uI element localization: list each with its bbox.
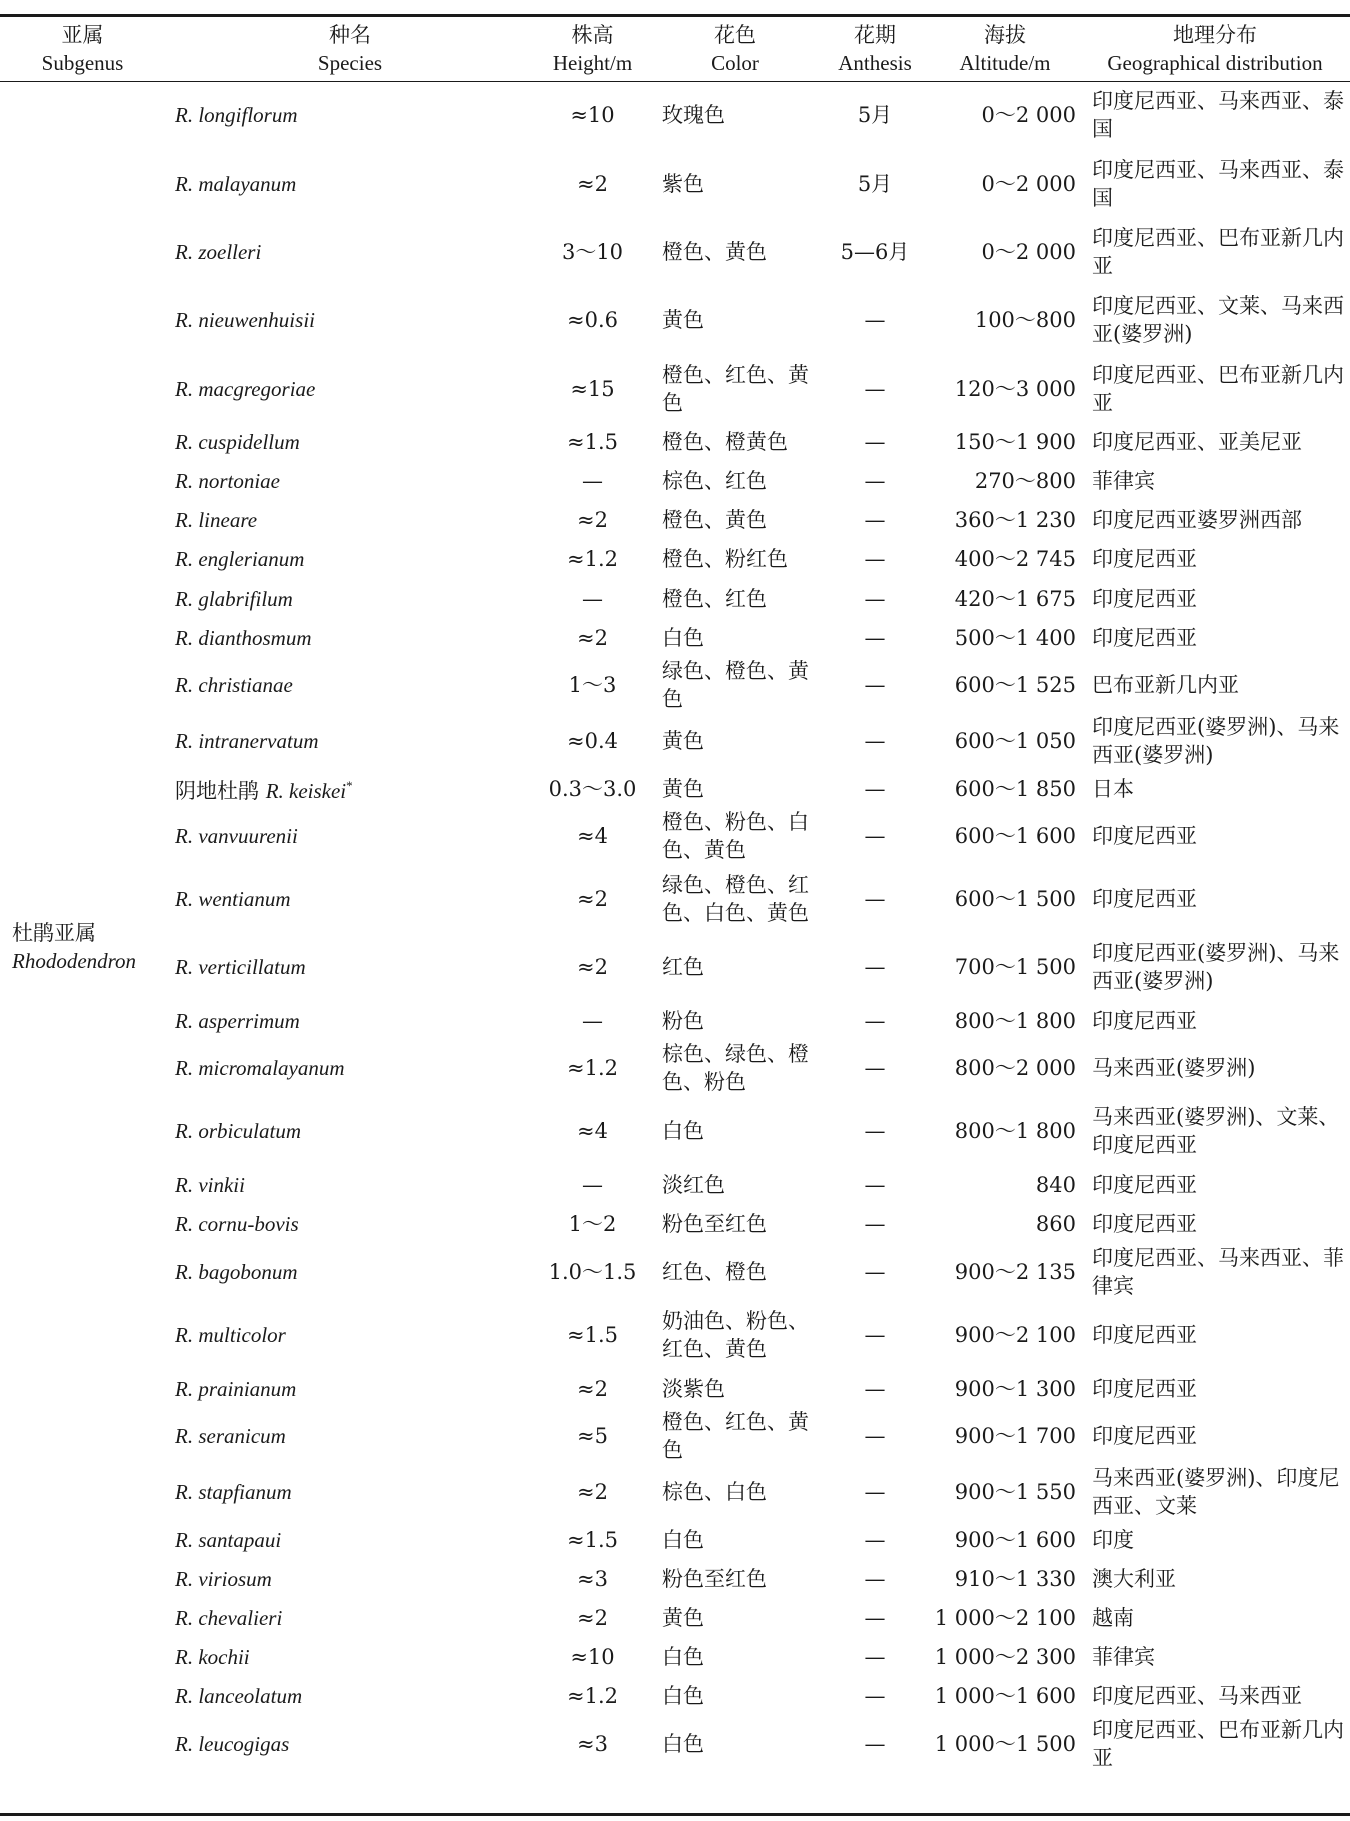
color-cell: 白色 xyxy=(662,1118,704,1143)
height-cell: ≈3 xyxy=(577,1566,608,1591)
height-cell: ≈0.6 xyxy=(567,308,618,332)
distribution-cell: 印度尼西亚 xyxy=(1092,1322,1197,1347)
anthesis-cell: — xyxy=(864,507,886,532)
table-row xyxy=(0,1598,1350,1637)
anthesis-cell: — xyxy=(864,1118,886,1143)
table-row xyxy=(0,1300,1350,1369)
species-cell xyxy=(165,1165,535,1204)
height-cell: — xyxy=(582,586,603,611)
color-cell: 橙色、红色 xyxy=(662,586,767,611)
color-cell: 棕色、红色 xyxy=(662,468,767,493)
species-cell xyxy=(165,1244,535,1300)
species-cell xyxy=(165,149,535,218)
color-cell: 绿色、橙色、红色、白色、黄色 xyxy=(662,872,809,925)
anthesis-cell: — xyxy=(864,673,886,697)
height-cell: ≈4 xyxy=(577,1118,608,1143)
species-cell xyxy=(165,618,535,657)
anthesis-cell: — xyxy=(864,547,886,571)
distribution-cell: 印度尼西亚、马来西亚、泰国 xyxy=(1092,157,1344,210)
color-cell: 橙色、红色、黄色 xyxy=(662,1410,809,1462)
distribution-cell: 澳大利亚 xyxy=(1092,1566,1176,1591)
species-cell xyxy=(165,1204,535,1244)
altitude-cell: 700～1 500 xyxy=(954,955,1076,979)
altitude-cell: 900～1 300 xyxy=(954,1376,1076,1401)
table-row xyxy=(0,933,1350,1001)
height-cell: — xyxy=(582,468,603,493)
species-latin-name: R. multicolor xyxy=(175,1322,286,1347)
altitude-cell: 900～2 135 xyxy=(954,1260,1076,1284)
height-cell: ≈10 xyxy=(570,1644,615,1669)
species-cell xyxy=(165,81,535,149)
species-latin-name: R. macgregoriae xyxy=(175,376,316,401)
species-latin-name: R. bagobonum xyxy=(175,1260,298,1284)
color-cell: 黄色 xyxy=(662,1605,704,1630)
species-cell xyxy=(165,1300,535,1369)
height-cell: 0.3～3.0 xyxy=(548,776,637,801)
color-cell: 紫色 xyxy=(662,171,704,196)
species-cell xyxy=(165,1598,535,1637)
distribution-cell: 巴布亚新几内亚 xyxy=(1092,673,1239,697)
species-latin-name: R. wentianum xyxy=(175,886,291,911)
species-latin-name: R. glabrifilum xyxy=(175,586,293,611)
table-row xyxy=(0,81,1350,149)
anthesis-cell: — xyxy=(864,625,886,650)
table-header xyxy=(0,17,1350,81)
species-latin-name: R. malayanum xyxy=(175,171,297,196)
height-cell: 3～10 xyxy=(561,240,624,264)
anthesis-cell: — xyxy=(864,776,886,801)
height-cell: ≈3 xyxy=(577,1732,608,1756)
species-cell xyxy=(165,933,535,1001)
altitude-cell: 800～2 000 xyxy=(954,1056,1076,1080)
species-cell xyxy=(165,579,535,618)
color-cell: 棕色、绿色、橙色、粉色 xyxy=(662,1042,809,1094)
height-cell: ≈1.5 xyxy=(567,430,618,454)
species-latin-name: R. lineare xyxy=(175,507,258,532)
header-species: 种名 Species xyxy=(165,17,535,81)
table-bottom-rule xyxy=(0,1813,1350,1816)
table-row xyxy=(0,461,1350,500)
species-latin-name: R. viriosum xyxy=(175,1566,272,1591)
table-row xyxy=(0,713,1350,769)
table-row xyxy=(0,1369,1350,1408)
distribution-cell: 印度尼西亚 xyxy=(1092,586,1197,611)
color-cell: 粉色 xyxy=(662,1008,704,1033)
species-table xyxy=(0,17,1350,1772)
distribution-cell: 印度尼西亚、马来西亚 xyxy=(1092,1684,1302,1708)
height-cell: ≈15 xyxy=(570,376,615,401)
anthesis-cell: — xyxy=(864,1322,886,1347)
table-row xyxy=(0,1716,1350,1772)
species-latin-name: R. vanvuurenii xyxy=(175,824,298,848)
color-cell: 白色 xyxy=(662,1527,704,1552)
altitude-cell: 600～1 850 xyxy=(954,776,1076,801)
altitude-cell: 910～1 330 xyxy=(954,1566,1076,1591)
species-latin-name: R. micromalayanum xyxy=(175,1056,345,1080)
header-altitude: 海拔 Altitude/m xyxy=(930,17,1080,81)
height-cell: ≈1.2 xyxy=(567,1684,618,1708)
altitude-cell: 860 xyxy=(1035,1212,1076,1236)
altitude-cell: 0～2 000 xyxy=(981,171,1076,196)
anthesis-cell: — xyxy=(864,955,886,979)
table-row xyxy=(0,1637,1350,1676)
anthesis-cell: 5月 xyxy=(857,103,893,128)
altitude-cell: 150～1 900 xyxy=(954,430,1076,454)
species-cell xyxy=(165,1637,535,1676)
table-row xyxy=(0,579,1350,618)
color-cell: 玫瑰色 xyxy=(662,103,725,128)
color-cell: 淡红色 xyxy=(662,1172,725,1197)
header-subgenus: 亚属 Subgenus xyxy=(0,17,165,81)
species-cell xyxy=(165,1001,535,1040)
table-row xyxy=(0,1520,1350,1559)
header-row xyxy=(0,17,1350,81)
header-anthesis: 花期 Anthesis xyxy=(820,17,930,81)
distribution-cell: 越南 xyxy=(1092,1605,1134,1630)
species-cell xyxy=(165,1408,535,1464)
species-cell xyxy=(165,808,535,864)
anthesis-cell: — xyxy=(864,1056,886,1080)
altitude-cell: 800～1 800 xyxy=(954,1008,1076,1033)
table-row xyxy=(0,1001,1350,1040)
species-latin-name: R. englerianum xyxy=(175,547,305,571)
color-cell: 粉色至红色 xyxy=(662,1212,767,1236)
species-latin-name: R. cornu-bovis xyxy=(175,1212,299,1236)
species-cell xyxy=(165,1369,535,1408)
distribution-cell: 印度尼西亚、亚美尼亚 xyxy=(1092,430,1302,454)
height-cell: ≈2 xyxy=(577,1605,608,1630)
species-cell xyxy=(165,1040,535,1096)
altitude-cell: 360～1 230 xyxy=(954,507,1076,532)
anthesis-cell: — xyxy=(864,1260,886,1284)
species-cell xyxy=(165,657,535,713)
distribution-cell: 印度尼西亚婆罗洲西部 xyxy=(1092,507,1302,532)
species-cell xyxy=(165,1520,535,1559)
height-cell: ≈1.5 xyxy=(567,1322,618,1347)
distribution-cell: 印度尼西亚、巴布亚新几内亚 xyxy=(1092,362,1344,415)
species-footnote-mark: * xyxy=(346,778,353,793)
species-latin-name: R. asperrimum xyxy=(175,1008,300,1033)
anthesis-cell: — xyxy=(864,1212,886,1236)
height-cell: ≈2 xyxy=(577,507,608,532)
altitude-cell: 900～1 550 xyxy=(954,1480,1076,1504)
species-cell xyxy=(165,1676,535,1716)
species-latin-name: R. nieuwenhuisii xyxy=(175,308,315,332)
species-latin-name: R. orbiculatum xyxy=(175,1118,301,1143)
anthesis-cell: — xyxy=(864,468,886,493)
species-latin-name: R. nortoniae xyxy=(175,468,280,493)
anthesis-cell: 5月 xyxy=(857,171,893,196)
header-geographical-distribution: 地理分布 Geographical distribution xyxy=(1080,17,1350,81)
height-cell: ≈2 xyxy=(577,955,608,979)
anthesis-cell: — xyxy=(864,376,886,401)
table-row xyxy=(0,539,1350,579)
species-cell xyxy=(165,1559,535,1598)
anthesis-cell: — xyxy=(864,1644,886,1669)
species-cell xyxy=(165,286,535,354)
species-latin-name: R. lanceolatum xyxy=(175,1684,303,1708)
color-cell: 白色 xyxy=(662,1732,704,1756)
table-row xyxy=(0,1165,1350,1204)
species-latin-name: R. vinkii xyxy=(175,1172,245,1197)
species-latin-name: R. verticillatum xyxy=(175,955,306,979)
color-cell: 橙色、红色、黄色 xyxy=(662,362,809,415)
anthesis-cell: — xyxy=(864,1172,886,1197)
distribution-cell: 印度尼西亚、巴布亚新几内亚 xyxy=(1092,1718,1344,1770)
distribution-cell: 印度尼西亚 xyxy=(1092,1376,1197,1401)
species-cell xyxy=(165,354,535,423)
color-cell: 橙色、橙黄色 xyxy=(662,430,788,454)
species-cell xyxy=(165,1716,535,1772)
subgenus-cell xyxy=(0,81,165,1772)
altitude-cell: 270～800 xyxy=(974,468,1076,493)
species-cell xyxy=(165,539,535,579)
species-cell xyxy=(165,713,535,769)
species-chinese-name: 阴地杜鹃 xyxy=(175,779,266,803)
table-row xyxy=(0,1040,1350,1096)
height-cell: ≈2 xyxy=(577,625,608,650)
altitude-cell: 900～1 600 xyxy=(954,1527,1076,1552)
distribution-cell: 菲律宾 xyxy=(1092,1644,1155,1669)
height-cell: — xyxy=(582,1008,603,1033)
color-cell: 橙色、粉红色 xyxy=(662,547,788,571)
height-cell: 1.0～1.5 xyxy=(548,1260,637,1284)
table-row xyxy=(0,1559,1350,1598)
altitude-cell: 1 000～1 500 xyxy=(934,1732,1076,1756)
distribution-cell: 印度尼西亚、马来西亚、泰国 xyxy=(1092,89,1344,142)
anthesis-cell: — xyxy=(864,1424,886,1448)
table-row xyxy=(0,354,1350,423)
distribution-cell: 印度尼西亚 xyxy=(1092,1008,1197,1033)
species-cell xyxy=(165,461,535,500)
header-color: 花色 Color xyxy=(650,17,820,81)
color-cell: 奶油色、粉色、红色、黄色 xyxy=(662,1308,809,1361)
altitude-cell: 840 xyxy=(1035,1172,1076,1197)
table-body xyxy=(0,81,1350,1772)
species-latin-name: R. christianae xyxy=(175,673,293,697)
height-cell: ≈1.2 xyxy=(567,547,618,571)
species-latin-name: R. dianthosmum xyxy=(175,625,312,650)
height-cell: 1～3 xyxy=(568,673,617,697)
color-cell: 黄色 xyxy=(662,776,704,801)
table-row xyxy=(0,618,1350,657)
height-cell: ≈1.5 xyxy=(567,1527,618,1552)
color-cell: 白色 xyxy=(662,1644,704,1669)
distribution-cell: 印度尼西亚 xyxy=(1092,547,1197,571)
anthesis-cell: — xyxy=(864,824,886,848)
distribution-cell: 印度尼西亚(婆罗洲)、马来西亚(婆罗洲) xyxy=(1092,715,1340,767)
table-row xyxy=(0,1464,1350,1520)
color-cell: 红色 xyxy=(662,955,704,979)
table-row xyxy=(0,1408,1350,1464)
altitude-cell: 600～1 050 xyxy=(954,729,1076,753)
table-row xyxy=(0,1096,1350,1165)
anthesis-cell: — xyxy=(864,1684,886,1708)
altitude-cell: 120～3 000 xyxy=(954,376,1076,401)
distribution-cell: 印度 xyxy=(1092,1527,1134,1552)
table-row xyxy=(0,1244,1350,1300)
color-cell: 橙色、粉色、白色、黄色 xyxy=(662,810,809,862)
anthesis-cell: — xyxy=(864,1480,886,1504)
altitude-cell: 100～800 xyxy=(974,308,1076,332)
altitude-cell: 420～1 675 xyxy=(954,586,1076,611)
color-cell: 橙色、黄色 xyxy=(662,240,767,264)
species-latin-name: R. leucogigas xyxy=(175,1732,290,1756)
species-latin-name: R. chevalieri xyxy=(175,1605,283,1630)
species-latin-name: R. longiflorum xyxy=(175,103,298,128)
height-cell: ≈2 xyxy=(577,171,608,196)
species-cell xyxy=(165,769,535,808)
color-cell: 橙色、黄色 xyxy=(662,507,767,532)
distribution-cell: 马来西亚(婆罗洲)、印度尼西亚、文莱 xyxy=(1092,1466,1340,1518)
anthesis-cell: — xyxy=(864,1605,886,1630)
altitude-cell: 600～1 600 xyxy=(954,824,1076,848)
distribution-cell: 菲律宾 xyxy=(1092,468,1155,493)
distribution-cell: 印度尼西亚(婆罗洲)、马来西亚(婆罗洲) xyxy=(1092,941,1340,993)
color-cell: 红色、橙色 xyxy=(662,1260,767,1284)
distribution-cell: 印度尼西亚、巴布亚新几内亚 xyxy=(1092,226,1344,278)
table-row xyxy=(0,149,1350,218)
distribution-cell: 印度尼西亚 xyxy=(1092,1424,1197,1448)
distribution-cell: 印度尼西亚 xyxy=(1092,1172,1197,1197)
species-cell xyxy=(165,1464,535,1520)
altitude-cell: 1 000～2 100 xyxy=(934,1605,1076,1630)
species-cell xyxy=(165,218,535,286)
altitude-cell: 1 000～1 600 xyxy=(934,1684,1076,1708)
anthesis-cell: — xyxy=(864,1566,886,1591)
altitude-cell: 900～2 100 xyxy=(954,1322,1076,1347)
anthesis-cell: — xyxy=(864,729,886,753)
height-cell: ≈1.2 xyxy=(567,1056,618,1080)
table-row xyxy=(0,1676,1350,1716)
species-latin-name: R. kochii xyxy=(175,1644,250,1669)
color-cell: 棕色、白色 xyxy=(662,1480,767,1504)
anthesis-cell: 5—6月 xyxy=(840,240,910,264)
table-row xyxy=(0,500,1350,539)
color-cell: 黄色 xyxy=(662,729,704,753)
species-latin-name: R. stapfianum xyxy=(175,1480,292,1504)
height-cell: ≈4 xyxy=(577,824,608,848)
color-cell: 粉色至红色 xyxy=(662,1566,767,1591)
species-latin-name: R. keiskei xyxy=(265,779,347,803)
species-latin-name: R. zoelleri xyxy=(175,240,262,264)
species-cell xyxy=(165,864,535,933)
header-height: 株高 Height/m xyxy=(535,17,650,81)
anthesis-cell: — xyxy=(864,1732,886,1756)
anthesis-cell: — xyxy=(864,886,886,911)
altitude-cell: 400～2 745 xyxy=(954,547,1076,571)
distribution-cell: 印度尼西亚 xyxy=(1092,1212,1197,1236)
color-cell: 白色 xyxy=(662,625,704,650)
species-cell xyxy=(165,423,535,461)
anthesis-cell: — xyxy=(864,1376,886,1401)
height-cell: 1～2 xyxy=(568,1212,617,1236)
height-cell: ≈0.4 xyxy=(567,729,618,753)
anthesis-cell: — xyxy=(864,1527,886,1552)
altitude-cell: 800～1 800 xyxy=(954,1118,1076,1143)
species-cell xyxy=(165,500,535,539)
table-row xyxy=(0,657,1350,713)
anthesis-cell: — xyxy=(864,586,886,611)
table-row xyxy=(0,864,1350,933)
table-row xyxy=(0,1204,1350,1244)
altitude-cell: 600～1 525 xyxy=(954,673,1076,697)
subgenus-name-en: Rhododendron xyxy=(12,948,137,973)
species-latin-name: R. prainianum xyxy=(175,1376,297,1401)
height-cell: ≈2 xyxy=(577,1376,608,1401)
table-row xyxy=(0,423,1350,461)
altitude-cell: 0～2 000 xyxy=(981,240,1076,264)
table-row xyxy=(0,808,1350,864)
table-row xyxy=(0,769,1350,808)
height-cell: ≈5 xyxy=(577,1424,608,1448)
anthesis-cell: — xyxy=(864,430,886,454)
color-cell: 淡紫色 xyxy=(662,1376,725,1401)
table-row xyxy=(0,218,1350,286)
distribution-cell: 印度尼西亚、文莱、马来西亚(婆罗洲) xyxy=(1092,294,1344,346)
distribution-cell: 印度尼西亚 xyxy=(1092,625,1197,650)
anthesis-cell: — xyxy=(864,1008,886,1033)
species-latin-name: R. santapaui xyxy=(175,1527,282,1552)
species-latin-name: R. seranicum xyxy=(175,1424,286,1448)
table-row xyxy=(0,286,1350,354)
height-cell: — xyxy=(582,1172,603,1197)
altitude-cell: 900～1 700 xyxy=(954,1424,1076,1448)
distribution-cell: 印度尼西亚 xyxy=(1092,824,1197,848)
distribution-cell: 印度尼西亚、马来西亚、菲律宾 xyxy=(1092,1246,1344,1298)
species-latin-name: R. intranervatum xyxy=(175,729,319,753)
subgenus-name-zh: 杜鹃亚属 xyxy=(12,920,96,945)
anthesis-cell: — xyxy=(864,308,886,332)
color-cell: 绿色、橙色、黄色 xyxy=(662,659,809,711)
distribution-cell: 日本 xyxy=(1092,776,1134,801)
altitude-cell: 0～2 000 xyxy=(981,103,1076,128)
height-cell: ≈2 xyxy=(577,1480,608,1504)
species-cell xyxy=(165,1096,535,1165)
altitude-cell: 600～1 500 xyxy=(954,886,1076,911)
color-cell: 白色 xyxy=(662,1684,704,1708)
distribution-cell: 印度尼西亚 xyxy=(1092,886,1197,911)
altitude-cell: 500～1 400 xyxy=(954,625,1076,650)
distribution-cell: 马来西亚(婆罗洲) xyxy=(1092,1056,1256,1080)
species-latin-name: R. cuspidellum xyxy=(175,430,300,454)
color-cell: 黄色 xyxy=(662,308,704,332)
distribution-cell: 马来西亚(婆罗洲)、文莱、印度尼西亚 xyxy=(1092,1104,1340,1157)
altitude-cell: 1 000～2 300 xyxy=(934,1644,1076,1669)
height-cell: ≈2 xyxy=(577,886,608,911)
height-cell: ≈10 xyxy=(570,103,615,128)
